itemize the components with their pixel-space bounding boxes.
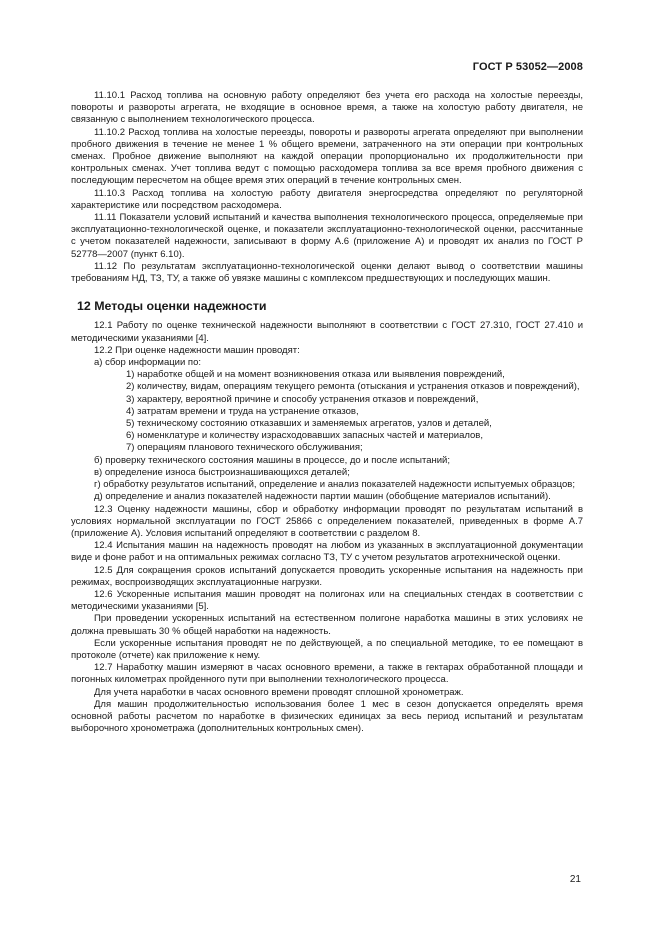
paragraph: д) определение и анализ показателей надежности партии машин (обобщение материалов испытаний). <box>94 491 551 503</box>
paragraph: в) определение износа быстроизнашивающихся деталей; <box>94 466 350 478</box>
paragraph: 1) наработке общей и на момент возникновения отказа или выявления повреждений, <box>126 369 505 381</box>
paragraph: 3) характеру, вероятной причине и способу устранения отказов и повреждений, <box>126 393 479 405</box>
paragraph: 12.5 Для сокращения сроков испытаний допускается проводить ускоренные испытания на надежность при режимах, воспроизводящих эксплуатационные нагрузки. <box>71 564 583 588</box>
paragraph: б) проверку технического состояния машины в процессе, до и после испытаний; <box>94 454 450 466</box>
page-number: 21 <box>569 874 581 885</box>
paragraph: г) обработку результатов испытаний, определение и анализ показателей надежности испытуемых образцов; <box>94 479 575 491</box>
paragraph: При проведении ускоренных испытаний на естественном полигоне наработка машины в этих условиях не должна превышать 30 % общей наработки на надежность. <box>71 613 583 637</box>
paragraph: 12.2 При оценке надежности машин проводят: <box>94 344 300 356</box>
paragraph: Для учета наработки в часах основного времени проводят сплошной хронометраж. <box>94 686 464 698</box>
paragraph: Если ускоренные испытания проводят не по действующей, а по специальной методике, то ее помещают в протоколе (отчете) как приложение к нему. <box>71 637 583 661</box>
paragraph: 6) номенклатуре и количеству израсходовавших запасных частей и материалов, <box>126 430 483 442</box>
paragraph: 11.10.3 Расход топлива на холостую работу двигателя энергосредства определяют по регуляторной характеристике или посредством расходомера. <box>71 187 583 211</box>
doc-code-header: ГОСТ Р 53052—2008 <box>472 61 583 73</box>
paragraph: 11.11 Показатели условий испытаний и качества выполнения технологического процесса, определяемые при эксплуатационно-технологической оценке, и показатели эксплуатационно-технологической оценки, рассчитанные с учетом показателей надежности, записывают в форму А.6 (приложение А) и проводят их анализ по ГОСТ Р 52778—2007 (пункт 6.10). <box>71 212 583 260</box>
document-body <box>71 90 583 735</box>
paragraph: 11.12 По результатам эксплуатационно-технологической оценки делают вывод о соответствии машины требованиям НД, ТЗ, ТУ, а также об увязке машины с комплексом предшествующих и последующих машин. <box>71 260 583 285</box>
section-heading: 12 Методы оценки надежности <box>77 299 267 314</box>
paragraph: 4) затратам времени и труда на устранение отказов, <box>126 405 359 417</box>
paragraph: 7) операциям планового технического обслуживания; <box>126 442 363 454</box>
paragraph: 12.7 Наработку машин измеряют в часах основного времени, а также в гектарах обработанной площади и погонных километрах пройденного пути при выполнении технологического процесса. <box>71 662 583 686</box>
paragraph: 12.3 Оценку надежности машины, сбор и обработку информации проводят по результатам испытаний в условиях нормальной эксплуатации по ГОСТ 25866 с определением показателей, приведенных в форме А.7 (приложение А). Условия испытаний определяют в соответствии с разделом 8. <box>71 503 583 539</box>
paragraph: 2) количеству, видам, операциям текущего ремонта (отыскания и устранения отказов и повреждений), <box>126 381 580 393</box>
paragraph: 11.10.2 Расход топлива на холостые переезды, повороты и развороты агрегата определяют при выполнении пробного движения в течение не менее 1 % общего времени, затраченного на эти операции при контрольных сменах. Пробное движение выполняют на каждой операции пропорционально их продолжительности при контрольных сменах. Учет топлива ведут с помощью расходомера топлива за все время пробного движения с последующим пересчетом на общее время этих операций в течение контрольных смен. <box>71 126 583 187</box>
paragraph: 12.4 Испытания машин на надежность проводят на любом из указанных в эксплуатационной документации виде и фоне работ и на оптимальных режимах согласно ТЗ, ТУ с учетом результатов агротехнической оценки. <box>71 540 583 564</box>
paragraph: 11.10.1 Расход топлива на основную работу определяют без учета его расхода на холостые переезды, повороты и развороты агрегата, не входящие в основное время, а также на холостую работу двигателя, не связанную с выполнением технологического процесса. <box>71 90 583 126</box>
paragraph: Для машин продолжительностью использования более 1 мес в сезон допускается определять время основной работы расчетом по наработке в физических единицах за весь период испытаний и результатам выборочного хронометража (дополнительных контрольных смен). <box>71 698 583 735</box>
paragraph: 12.6 Ускоренные испытания машин проводят на полигонах или на специальных стендах в соответствии с методическими указаниями [5]. <box>71 588 583 613</box>
paragraph: а) сбор информации по: <box>94 357 201 369</box>
paragraph: 12.1 Работу по оценке технической надежности выполняют в соответствии с ГОСТ 27.310, ГОСТ 27.410 и методическими указаниями [4]. <box>71 320 583 344</box>
paragraph: 5) техническому состоянию отказавших и заменяемых агрегатов, узлов и деталей, <box>126 418 492 430</box>
